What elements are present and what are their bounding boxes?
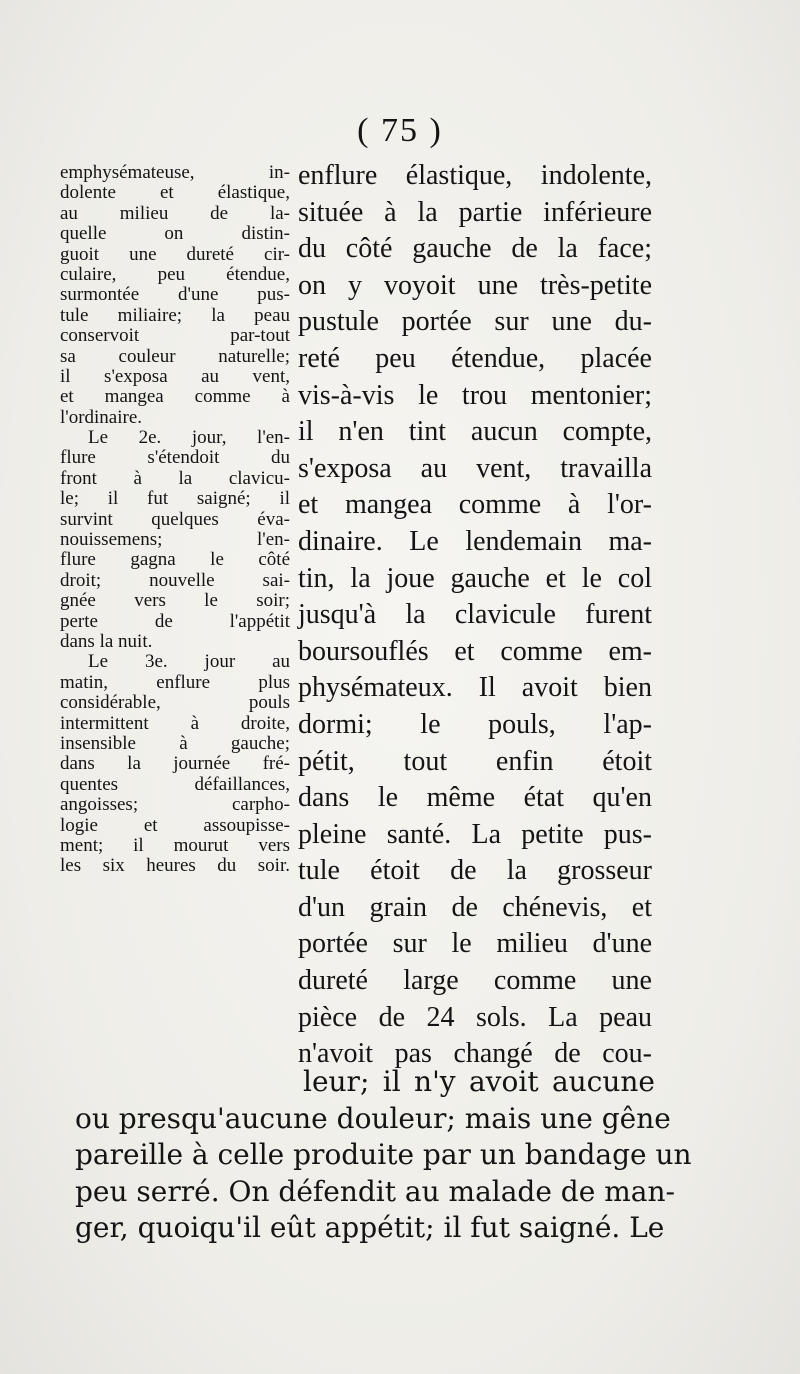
sidenote-column	[60, 163, 290, 877]
sidenote-line: survint quelques éva-	[60, 509, 290, 530]
sidenote-line: angoisses; carpho-	[60, 795, 290, 816]
text-line: n'avoit pas changé de cou-	[298, 1038, 652, 1070]
sidenote-line: surmontée d'une pus-	[60, 285, 290, 306]
text-line: ger, quoiqu'il eût appétit; il fut saigné. Le	[75, 1211, 665, 1245]
sidenote-line: considérable, pouls	[60, 693, 290, 714]
sidenote-line: dans la journée fré-	[60, 754, 290, 775]
text-line: reté peu étendue, placée	[298, 342, 652, 374]
text-line: dans le même état qu'en	[298, 782, 652, 814]
sidenote-line: matin, enflure plus	[60, 672, 290, 693]
text-line: pustule portée sur une du-	[298, 306, 652, 338]
sidenote-line: il s'exposa au vent,	[60, 366, 290, 387]
text-line: ou presqu'aucune douleur; mais une gêne	[75, 1101, 671, 1135]
sidenote-line: ment; il mourut vers	[60, 835, 290, 856]
text-line: portée sur le milieu d'une	[298, 928, 652, 960]
text-line: du côté gauche de la face;	[298, 233, 652, 265]
full-width-text	[75, 1064, 692, 1247]
text-line: physémateux. Il avoit bien	[298, 672, 652, 704]
sidenote-line: conservoit par-tout	[60, 326, 290, 347]
sidenote-line: droit; nouvelle sai-	[60, 570, 290, 591]
sidenote-line: quentes défaillances,	[60, 774, 290, 795]
text-line: dinaire. Le lendemain ma-	[298, 525, 652, 557]
text-line: et mangea comme à l'or-	[298, 489, 652, 521]
text-line: peu serré. On défendit au malade de man-	[75, 1174, 675, 1208]
sidenote-line: front à la clavicu-	[60, 468, 290, 489]
sidenote-line: emphysémateuse, in-	[60, 163, 290, 183]
text-line: d'un grain de chénevis, et	[298, 891, 652, 923]
sidenote-line: perte de l'appétit	[60, 611, 290, 632]
text-line: jusqu'à la clavicule furent	[298, 599, 652, 631]
text-line: pleine santé. La petite pus-	[298, 818, 652, 850]
sidenote-line: nouissemens; l'en-	[60, 530, 290, 551]
sidenote-line: sa couleur naturelle;	[60, 346, 290, 367]
sidenote-line: quelle on distin-	[60, 224, 290, 245]
text-line: dureté large comme une	[298, 965, 652, 997]
sidenote-line: insensible à gauche;	[60, 733, 290, 754]
text-line: on y voyoit une très-petite	[298, 269, 652, 301]
sidenote-line: logie et assoupisse-	[60, 815, 290, 836]
text-line: pareille à celle produite par un bandage un	[75, 1138, 692, 1172]
text-line: boursouflés et comme em-	[298, 635, 652, 667]
sidenote-line: et mangea comme à	[60, 387, 290, 408]
sidenote-line: flure gagna le côté	[60, 550, 290, 571]
main-text-column	[298, 158, 652, 1073]
sidenote-line: flure s'étendoit du	[60, 448, 290, 469]
text-line: dormi; le pouls, l'ap-	[298, 708, 652, 740]
sidenote-line: guoit une dureté cir-	[60, 244, 290, 265]
sidenote-line: les six heures du soir.	[60, 856, 290, 877]
text-line: leur; il n'y avoit aucune	[303, 1065, 655, 1098]
page-number: ( 75 )	[357, 112, 443, 149]
text-line: pétit, tout enfin étoit	[298, 745, 652, 777]
text-line: tule étoit de la grosseur	[298, 855, 652, 887]
text-line: tin, la joue gauche et le col	[298, 562, 652, 594]
text-line: pièce de 24 sols. La peau	[298, 1001, 652, 1033]
sidenote-line: au milieu de la-	[60, 203, 290, 224]
sidenote-line: tule miliaire; la peau	[60, 305, 290, 326]
text-line: il n'en tint aucun compte,	[298, 416, 652, 448]
text-line: enflure élastique, indolente,	[298, 160, 652, 191]
text-line: s'exposa au vent, travailla	[298, 452, 652, 484]
sidenote-line: gnée vers le soir;	[60, 591, 290, 612]
sidenote-line: dolente et élastique,	[60, 183, 290, 204]
sidenote-line: intermittent à droite,	[60, 713, 290, 734]
text-line: située à la partie inférieure	[298, 196, 652, 228]
sidenote-line: dans la nuit.	[60, 631, 153, 652]
sidenote-line: l'ordinaire.	[60, 407, 143, 428]
sidenote-line: Le 2e. jour, l'en-	[88, 428, 290, 449]
sidenote-line: le; il fut saigné; il	[60, 489, 290, 510]
sidenote-line: Le 3e. jour au	[88, 652, 290, 673]
text-line: vis-à-vis le trou mentonier;	[298, 379, 652, 411]
sidenote-line: culaire, peu étendue,	[60, 264, 290, 285]
